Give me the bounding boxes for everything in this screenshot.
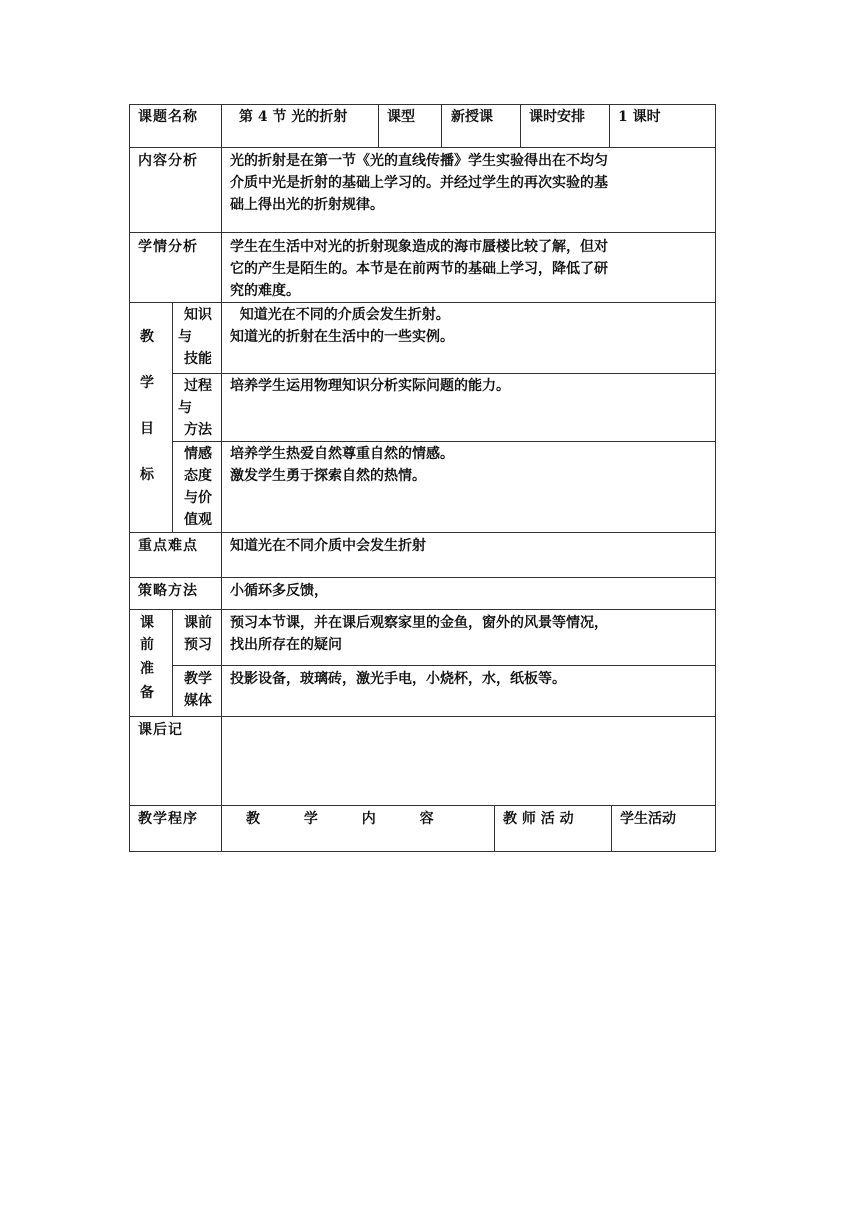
objective-line: 培养学生热爱自然尊重自然的情感。 [230,446,454,462]
objectives-group-char: 学 [140,375,154,391]
procedure-content-header: 教 学 内 容 [246,811,434,827]
type-value: 新授课 [451,109,493,125]
label-line: 与价 [184,490,212,506]
preparation-preview-text [230,612,712,656]
label-line: 情感 [184,446,212,462]
type-label: 课型 [387,109,415,125]
objective-line: 激发学生勇于探索自然的热情。 [230,468,426,484]
post-class-label: 课后记 [138,722,183,738]
objectives-group-char: 标 [140,467,154,483]
preparation-line: 预习本节课，并在课后观察家里的金鱼，窗外的风景等情况， [230,615,608,631]
objective-process-text [230,375,712,397]
label-line: 教学 [184,671,212,687]
learner-analysis-text [230,236,712,302]
objectives-group-char: 教 [140,329,154,345]
objective-line: 培养学生运用物理知识分析实际问题的能力。 [230,378,510,394]
topic-value: 第 4 节 光的折射 [239,109,348,125]
label-line: 媒体 [184,693,212,709]
content-analysis-line: 础上得出光的折射规律。 [230,197,384,213]
label-line: 与 [178,329,192,345]
objectives-group-char: 目 [140,421,154,437]
content-analysis-text [230,150,712,216]
preparation-media-label [178,668,218,712]
procedure-label: 教学程序 [138,811,198,827]
preparation-line: 投影设备，玻璃砖，激光手电，小烧杯，水，纸板等。 [230,671,566,687]
schedule-value: 1 课时 [618,109,661,125]
learner-analysis-line: 它的产生是陌生的。本节是在前两节的基础上学习，降低了研 [230,261,608,277]
content-analysis-label: 内容分析 [138,153,198,169]
label-line: 态度 [184,468,212,484]
label-line: 课前 [184,615,212,631]
content-analysis-line: 介质中光是折射的基础上学习的。并经过学生的再次实验的基 [230,175,608,191]
learner-analysis-line: 学生在生活中对光的折射现象造成的海市蜃楼比较了解，但对 [230,239,608,255]
learner-analysis-label: 学情分析 [138,239,198,255]
objective-attitude-label [178,443,218,531]
objective-knowledge-label [178,304,218,370]
label-line: 技能 [184,351,212,367]
label-line: 方法 [184,422,212,438]
label-line: 知识 [184,307,212,323]
preparation-group-char: 准 [140,661,154,677]
objective-attitude-text [230,443,712,487]
objective-knowledge-text [230,304,712,348]
key-points-label: 重点难点 [138,538,198,554]
preparation-line: 找出所存在的疑问 [230,637,342,653]
label-line: 与 [178,400,192,416]
label-line: 预习 [184,637,212,653]
label-line: 值观 [184,512,212,528]
schedule-label: 课时安排 [529,109,585,125]
procedure-student-header: 学生活动 [620,811,676,827]
topic-label: 课题名称 [138,109,198,125]
preparation-preview-label [178,612,218,656]
key-points-value: 知道光在不同介质中会发生折射 [230,538,426,554]
preparation-group-char: 课 [140,615,154,631]
content-analysis-line: 光的折射是在第一节《光的直线传播》学生实验得出在不均匀 [230,153,608,169]
procedure-teacher-header: 教 师 活 动 [503,811,574,827]
preparation-group-char: 备 [140,685,154,701]
objective-line: 知道光的折射在生活中的一些实例。 [230,329,454,345]
learner-analysis-line: 究的难度。 [230,283,300,299]
objective-process-label [178,375,218,441]
preparation-media-text [230,668,712,690]
strategy-label: 策略方法 [138,583,198,599]
strategy-value: 小循环多反馈， [230,583,328,599]
preparation-group-char: 前 [140,637,154,653]
objective-line: 知道光在不同的介质会发生折射。 [230,307,450,323]
label-line: 过程 [184,378,212,394]
